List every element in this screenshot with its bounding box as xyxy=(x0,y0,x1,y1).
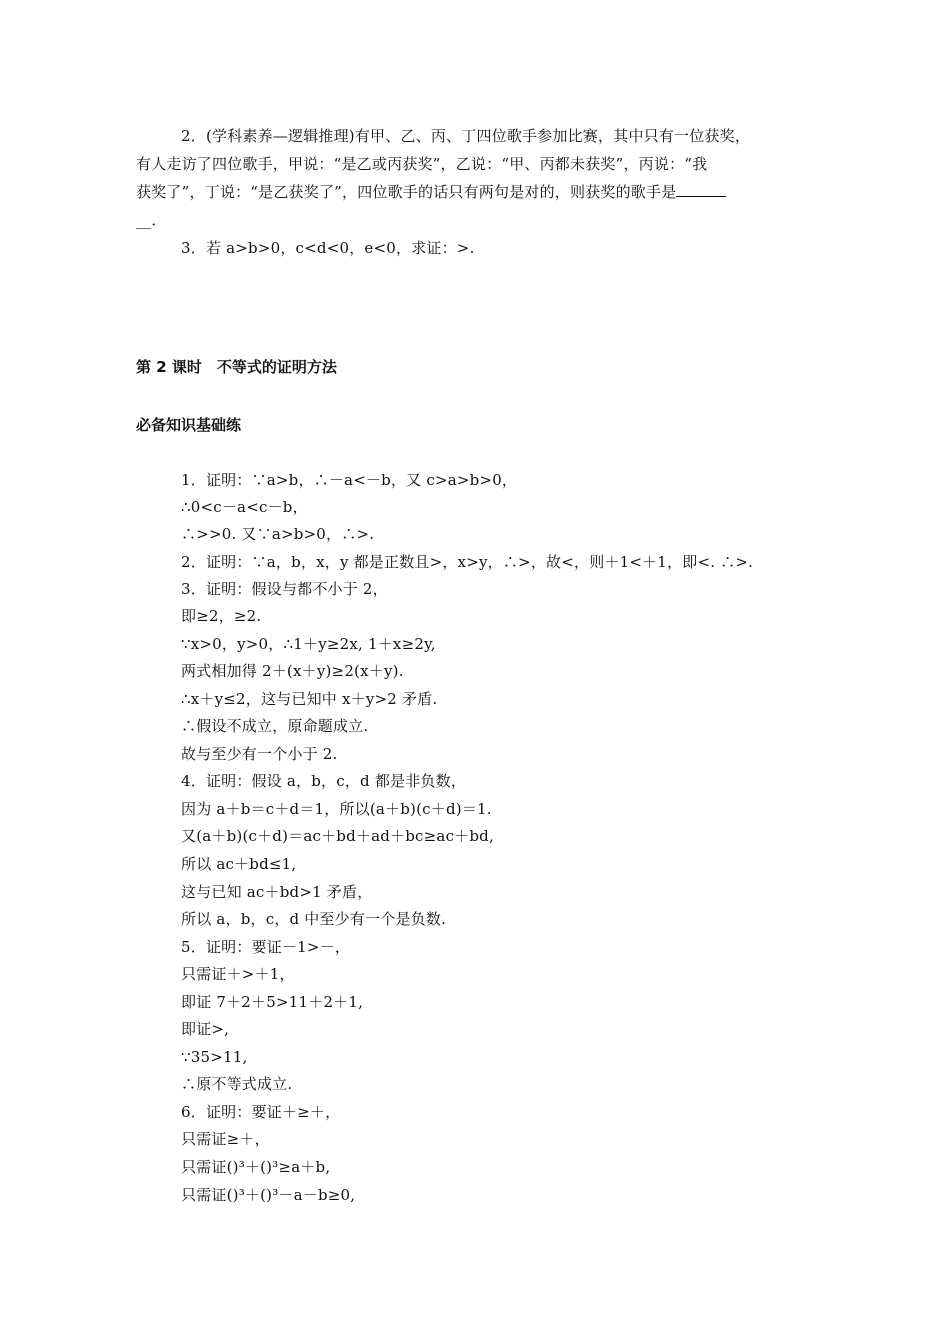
solution-line: 只需证＋>＋1， xyxy=(181,965,295,983)
q2-line-2: 有人走访了四位歌手，甲说：“是乙或丙获奖”，乙说：“甲、丙都未获奖”，丙说：“我 xyxy=(136,155,708,173)
solution-line: 即≥2，≥2. xyxy=(181,607,262,625)
section-title: 第 2 课时 不等式的证明方法 xyxy=(136,358,337,376)
q2-line-1: 2．(学科素养—逻辑推理)有甲、乙、丙、丁四位歌手参加比赛，其中只有一位获奖， xyxy=(181,127,751,145)
subsection-title: 必备知识基础练 xyxy=(136,416,242,434)
solution-line: 只需证≥＋， xyxy=(181,1130,270,1148)
solution-line: 5．证明：要证－1>－， xyxy=(181,938,351,956)
solution-line: 只需证()³＋()³≥a＋b, xyxy=(181,1158,331,1176)
solution-line: 所以 ac＋bd≤1, xyxy=(181,855,297,873)
q3-line: 3．若 a>b>0，c<d<0，e<0，求证：>. xyxy=(181,239,475,257)
solution-line: 3．证明：假设与都不小于 2， xyxy=(181,580,388,598)
solution-line: ∴假设不成立，原命题成立. xyxy=(181,717,369,735)
solution-line: 两式相加得 2＋(x＋y)≥2(x＋y). xyxy=(181,662,404,680)
solution-line: 即证>, xyxy=(181,1020,230,1038)
solution-line: 故与至少有一个小于 2. xyxy=(181,745,338,763)
solution-line: ∵x>0，y>0，∴1＋y≥2x, 1＋x≥2y, xyxy=(181,635,436,653)
solution-line: ∴>>0. 又∵a>b>0，∴>. xyxy=(181,525,375,543)
answer-blank xyxy=(676,184,726,197)
solution-line: 又(a＋b)(c＋d)＝ac＋bd＋ad＋bc≥ac＋bd, xyxy=(181,827,494,845)
solution-line: 即证 7＋2＋5>11＋2＋1, xyxy=(181,993,364,1011)
solution-line: ∴0<c－a<c－b， xyxy=(181,498,308,516)
q2-line-3 xyxy=(136,182,726,202)
solution-line: 只需证()³＋()³－a－b≥0, xyxy=(181,1186,356,1204)
solution-line: 1．证明：∵a>b，∴－a<－b，又 c>a>b>0， xyxy=(181,471,518,489)
q2-line-4: __． xyxy=(136,211,167,229)
solution-line: 2．证明：∵a，b，x，y 都是正数且>，x>y，∴>，故<，则＋1<＋1，即<. ∴>. xyxy=(181,553,754,571)
solution-line: 这与已知 ac＋bd>1 矛盾， xyxy=(181,883,373,901)
q2-line-3-text: 获奖了”，丁说：“是乙获奖了”，四位歌手的话只有两句是对的，则获奖的歌手是 xyxy=(136,183,677,201)
solution-line: ∵35>11, xyxy=(181,1048,248,1066)
solution-line: 4．证明：假设 a，b，c，d 都是非负数， xyxy=(181,772,467,790)
solution-line: 6．证明：要证＋≥＋， xyxy=(181,1103,341,1121)
solution-line: 因为 a＋b＝c＋d＝1，所以(a＋b)(c＋d)＝1. xyxy=(181,800,492,818)
solution-line: ∴原不等式成立. xyxy=(181,1075,293,1093)
solution-line: 所以 a，b，c，d 中至少有一个是负数. xyxy=(181,910,447,928)
solution-line: ∴x＋y≤2，这与已知中 x＋y>2 矛盾. xyxy=(181,690,438,708)
